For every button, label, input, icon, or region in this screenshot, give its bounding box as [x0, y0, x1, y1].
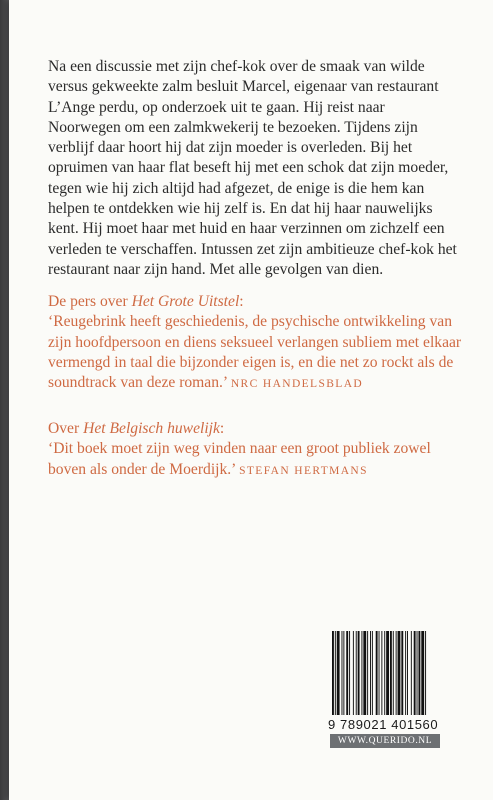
barcode-bar: [376, 631, 378, 715]
press-quote-2-intro: Over: [48, 420, 84, 437]
barcode-bar: [372, 631, 373, 715]
press-quote-1: [48, 292, 468, 394]
barcode-bar: [390, 631, 392, 715]
publisher-url: WWW.QUERIDO.NL: [330, 734, 440, 748]
barcode-graphic: [332, 631, 458, 715]
press-quote-1-book-title: Het Grote Uitstel: [131, 293, 240, 310]
barcode-bar: [401, 631, 403, 715]
press-quote-2-book-title: Het Belgisch huwelijk: [83, 420, 220, 437]
barcode-bar: [353, 631, 354, 715]
press-quote-1-body: [48, 312, 468, 394]
barcode-bar: [411, 631, 412, 715]
barcode-bar: [358, 631, 360, 715]
barcode-bar: [370, 631, 371, 715]
barcode-bar: [346, 631, 348, 715]
barcode-bar: [414, 631, 416, 715]
barcode-bar: [386, 631, 389, 715]
press-quote-1-colon: :: [239, 293, 244, 310]
barcode-bar: [363, 631, 366, 715]
barcode-bar: [405, 631, 406, 715]
barcode-bar: [349, 631, 350, 715]
barcode-bar: [335, 631, 336, 715]
barcode-bar: [398, 631, 401, 715]
press-quote-2: [48, 419, 468, 481]
press-quote-2-source: STEFAN HERTMANS: [239, 464, 368, 477]
barcode-bar: [407, 631, 408, 715]
blurb-text: Na een discussie met zijn chef-kok over de smaak van wilde versus gekweekte zalm besluit Marcel, eigenaar van restaurant L’Ange perdu, op onderzoek uit te gaan. Hij reist naar Noorwegen om een zalmkwekerij te bezoeken. Tijdens zijn verblijf daar hoort hij dat zijn moeder is overleden. Bij het opruimen van haar flat beseft hij met een schok dat zijn moeder, tegen wie hij zich altijd had afgezet, de enige is die hem kan helpen te ontdekken wie hij zelf is. En dat hij haar nauwelijks kent. Hij moet haar met huid en haar verzinnen om zichzelf een verleden te verschaffen. Intussen zet zijn ambitieuze chef-kok het restaurant naar zijn hand. Met alle gevolgen van dien.: [48, 58, 457, 278]
barcode-bar: [384, 631, 385, 715]
barcode-bar: [393, 631, 394, 715]
press-quote-1-text: ‘Reugebrink heeft geschiedenis, de psychische ontwikkeling van zijn hoofdpersoon en diens seksueel verlangen subliem met elkaar vermengd in taal die bijzonder eigen is, en die net zo rockt als de soundtrack van deze roman.’: [48, 313, 462, 392]
spine-edge: [0, 0, 9, 800]
press-quote-1-intro: De pers over: [48, 293, 132, 310]
barcode-bar: [425, 631, 426, 715]
press-quote-2-text: ‘Dit boek moet zijn weg vinden naar een groot publiek zowel boven als onder de Moerdijk.’: [48, 440, 431, 478]
press-quote-2-heading: [48, 419, 468, 439]
barcode-bar: [379, 631, 380, 715]
barcode-digits: 9 789021 401560: [328, 717, 439, 732]
barcode-bar: [343, 631, 344, 715]
barcode-bar: [381, 631, 382, 715]
press-quote-1-source: NRC HANDELSBLAD: [230, 378, 364, 391]
barcode-bar: [361, 631, 362, 715]
isbn-barcode: [328, 631, 464, 751]
press-quote-2-colon: :: [219, 420, 225, 437]
barcode-bar: [421, 631, 424, 715]
barcode-bar: [337, 631, 340, 715]
barcode-bar: [367, 631, 368, 715]
press-quote-2-body: [48, 439, 468, 481]
barcode-bar: [332, 631, 334, 715]
barcode-bar: [396, 631, 397, 715]
barcode-bar: [342, 631, 343, 715]
press-quote-1-heading: [48, 292, 468, 312]
barcode-bars: [332, 631, 458, 715]
barcode-bar: [417, 631, 418, 715]
barcode-bar: [356, 631, 357, 715]
barcode-bar: [418, 631, 420, 715]
